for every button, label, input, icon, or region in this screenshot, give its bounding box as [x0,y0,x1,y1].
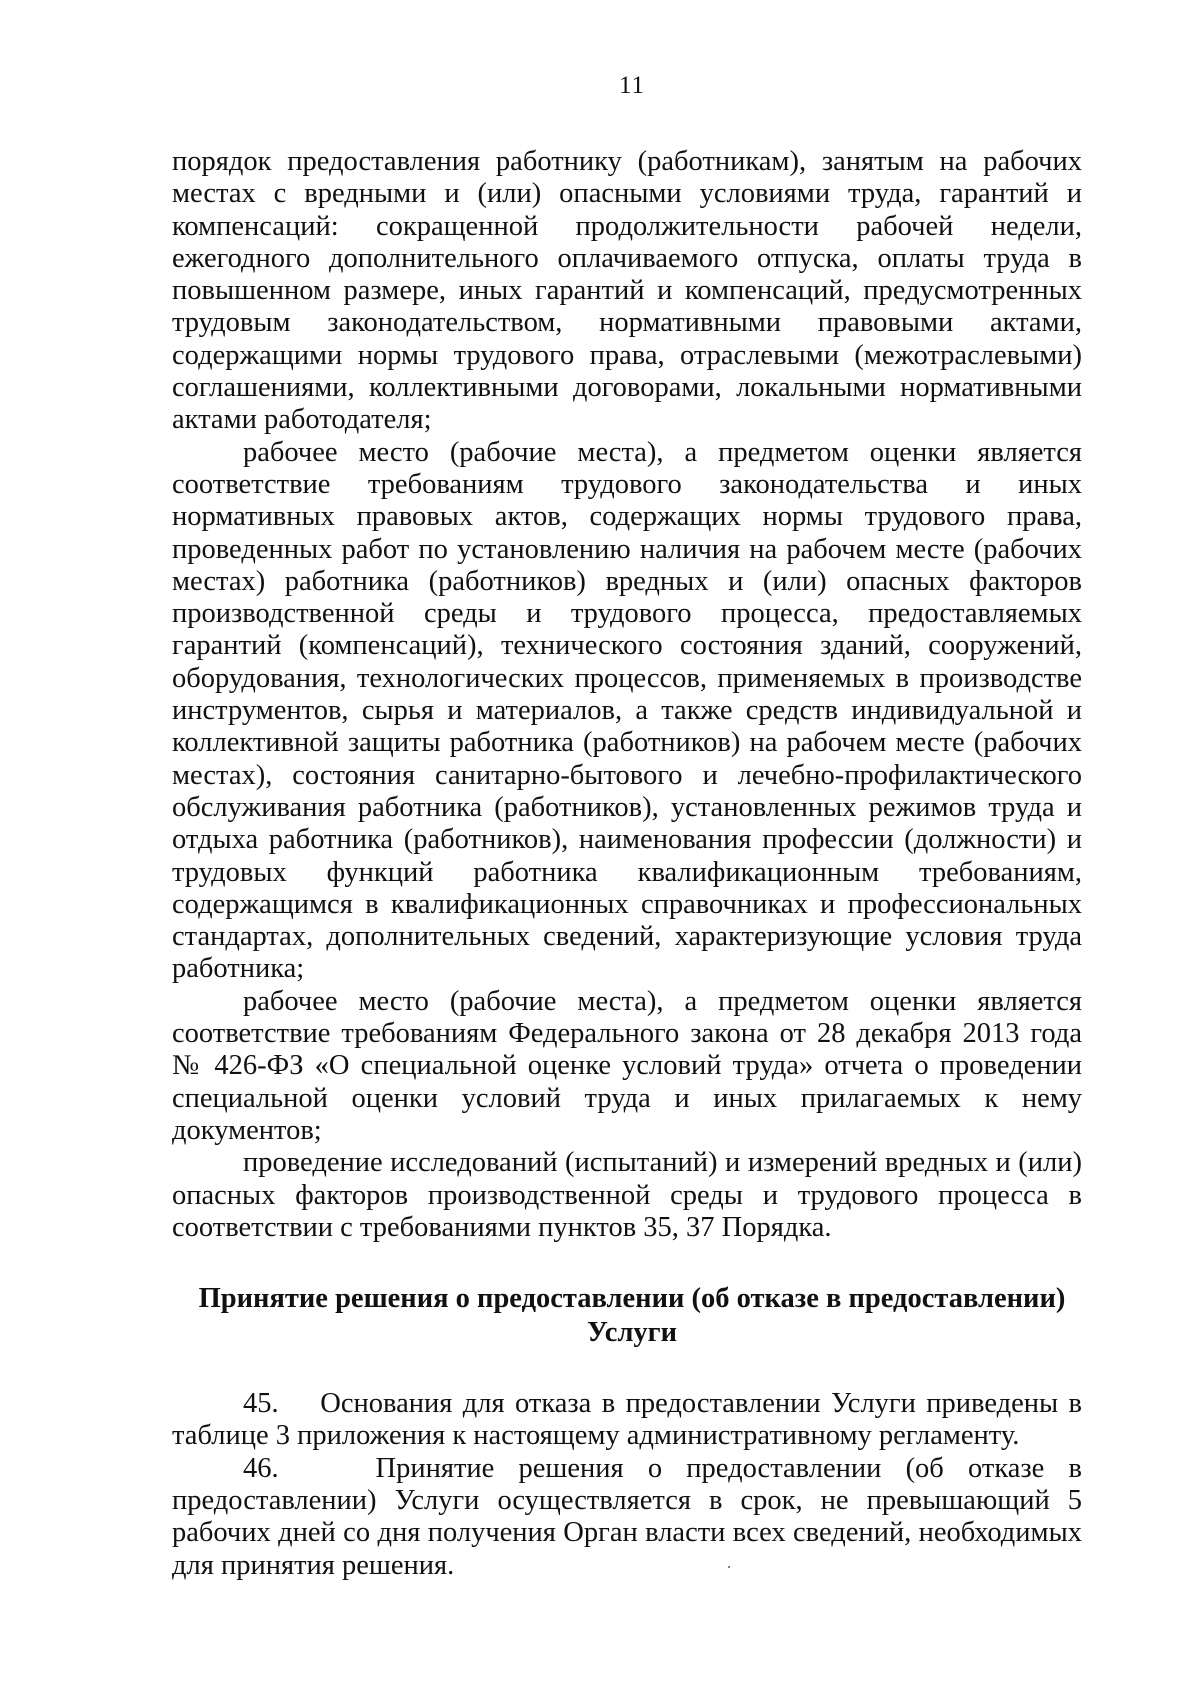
paragraph-workplace-labor-law: рабочее место (рабочие места), а предметом оценки является соответствие требованиям трудового законодательства и иных нормативных правовых актов, содержащих нормы трудового права, проведенных работ по установлению наличия на рабочем месте (рабочих местах) работника (работников) вредных и (или) опасных факторов производственной среды и трудового процесса, предоставляемых гарантий (компенсаций), технического состояния зданий, сооружений, оборудования, технологических процессов, применяемых в производстве инструментов, сырья и материалов, а также средств индивидуальной и коллективной защиты работника (работников) на рабочем месте (рабочих местах), состояния санитарно-бытового и лечебно-профилактического обслуживания работника (работников), установленных режимов труда и отдыха работника (работников), наименования профессии (должности) и трудовых функций работника квалификационным требованиям, содержащимся в квалификационных справочниках и профессиональных стандартах, дополнительных сведений, характеризующие условия труда работника; [172,436,1082,985]
item-46-text: Принятие решения о предоставлении (об отказе в предоставлении) Услуги осуществляется в срок, не превышающий 5 рабочих дней со дня получения Орган власти всех сведений, необходимых для принятия решения. [172,1452,1082,1581]
item-45-text: Основания для отказа в предоставлении Услуги приведены в таблице 3 приложения к настоящему административному регламенту. [172,1388,1083,1452]
item-45 [172,1388,1082,1453]
paragraph-guarantees: порядок предоставления работнику (работникам), занятым на рабочих местах с вредными и (или) опасными условиями труда, гарантий и компенсаций: сокращенной продолжительности рабочей недели, ежегодного дополнительного оплачиваемого отпуска, оплаты труда в повышенном размере, иных гарантий и компенсаций, предусмотренных трудовым законодательством, нормативными правовыми актами, содержащими нормы трудового права, отраслевыми (межотраслевыми) соглашениями, коллективными договорами, локальными нормативными актами работодателя; [172,146,1082,436]
section-heading-line2: Услуги [586,1317,678,1349]
section-heading [172,1282,1082,1350]
section-heading-line1: Принятие решения о предоставлении (об отказе в предоставлении) [198,1283,1066,1315]
item-45-number: 45. [243,1388,279,1420]
item-46 [172,1453,1082,1582]
item-46-number: 46. [243,1452,279,1484]
paragraph-measurements: проведение исследований (испытаний) и измерений вредных и (или) опасных факторов производственной среды и трудового процесса в соответствии с требованиями пунктов 35, 37 Порядка. [172,1147,1082,1243]
scan-speck [728,1566,730,1568]
document-body [172,146,1082,1582]
page-number: 11 [618,72,646,99]
paragraph-workplace-special-assessment: рабочее место (рабочие места), а предметом оценки является соответствие требованиям Федерального закона от 28 декабря 2013 года № 426-ФЗ «О специальной оценке условий труда» отчета о проведении специальной оценки условий труда и иных прилагаемых к нему документов; [172,985,1082,1146]
